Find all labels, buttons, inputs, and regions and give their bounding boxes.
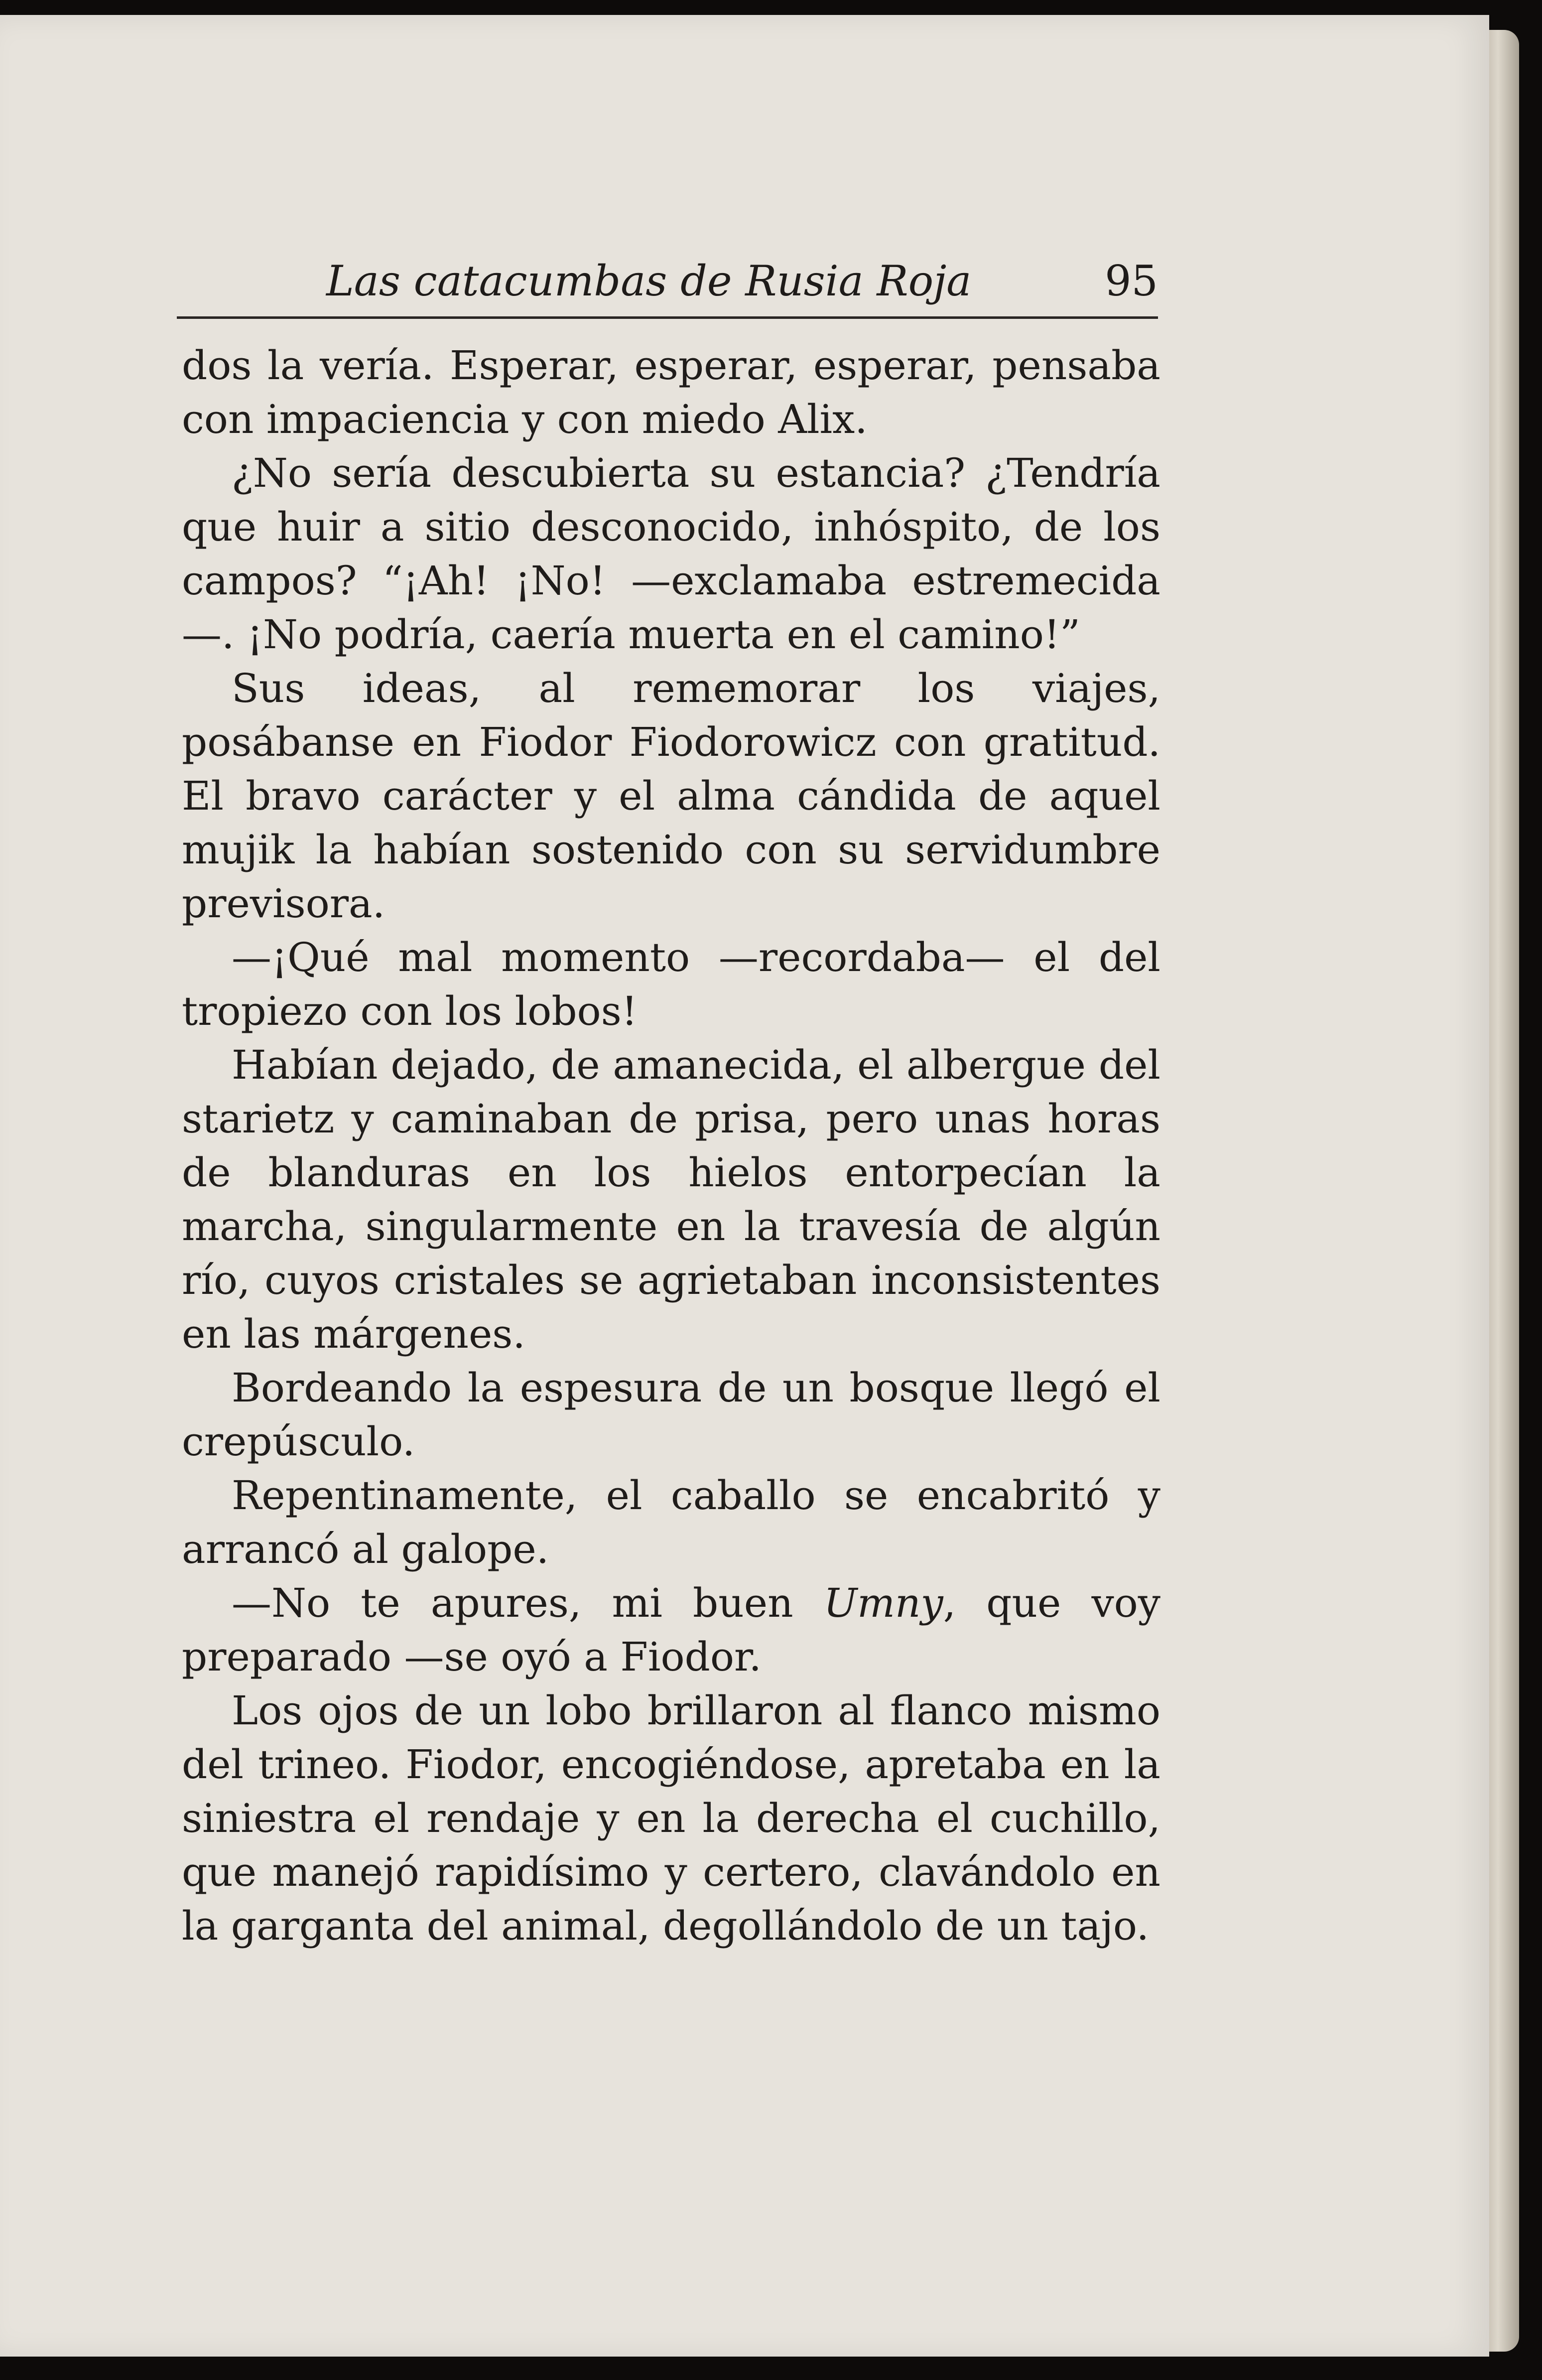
dialogue-start: —No te apures, mi buen bbox=[232, 1580, 824, 1626]
horse-name: Umny bbox=[823, 1580, 943, 1626]
page-number: 95 bbox=[1105, 257, 1158, 305]
paragraph: —¡Qué mal momento —recordaba— el del tropiezo con los lobos! bbox=[182, 934, 1160, 1034]
paragraph: Bordeando la espesura de un bosque llegó el crepúsculo. bbox=[182, 1365, 1160, 1465]
paragraph: Sus ideas, al rememorar los viajes, posábanse en Fiodor Fiodorowicz con gratitud. El bravo carácter y el alma cándida de aquel mujik la habían sostenido con su servidumbre previsora. bbox=[182, 665, 1160, 927]
paragraph: Los ojos de un lobo brillaron al flanco mismo del trineo. Fiodor, encogiéndose, apretaba en la siniestra el rendaje y en la derecha el cuchillo, que manejó rapidísimo y certero, clavándolo en la garganta del animal, degollándolo de un tajo. bbox=[182, 1687, 1160, 1949]
body-text bbox=[182, 339, 1160, 1953]
paragraph: dos la vería. Esperar, esperar, esperar, pensaba con impaciencia y con miedo Alix. bbox=[182, 342, 1160, 442]
running-head bbox=[177, 242, 1158, 319]
paragraph: ¿No sería descubierta su estancia? ¿Tendría que huir a sitio desconocido, inhóspito, de los campos? “¡Ah! ¡No! —exclamaba estremecida—. ¡No podría, caería muerta en el camino!” bbox=[182, 450, 1160, 658]
paragraph: Habían dejado, de amanecida, el albergue del starietz y caminaban de prisa, pero unas horas de blanduras en los hielos entorpecían la marcha, singularmente en la travesía de algún río, cuyos cristales se agrietaban inconsistentes en las márgenes. bbox=[182, 1042, 1160, 1357]
dialogue-end: , que voy preparado —se oyó a Fiodor. bbox=[182, 1580, 1161, 1680]
paragraph: Repentinamente, el caballo se encabritó y arrancó al galope. bbox=[182, 1472, 1160, 1572]
dialogue-paragraph bbox=[182, 1576, 1160, 1684]
running-title: Las catacumbas de Rusia Roja bbox=[326, 257, 972, 305]
book-page bbox=[0, 15, 1489, 2357]
